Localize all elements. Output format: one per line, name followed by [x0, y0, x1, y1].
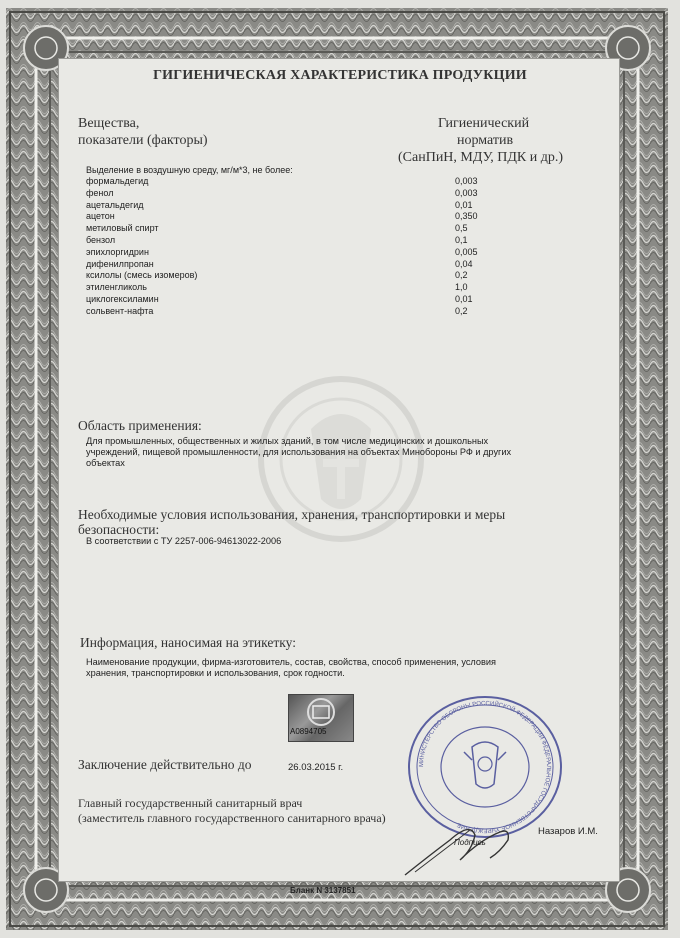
signatory-name: Назаров И.М. — [538, 826, 598, 837]
substance-value: 0,01 — [455, 199, 473, 210]
seal-text: МИНИСТЕРСТВО ОБОРОНЫ РОССИЙСКОЙ ФЕДЕРАЦИИ ФЕДЕРАЛЬНОЕ ГОСУДАРСТВЕННОЕ УЧРЕЖДЕНИЕ — [418, 700, 552, 834]
substance-name: ацетальдегид — [86, 199, 144, 210]
label-info-heading: Информация, наносимая на этикетку: — [80, 635, 296, 650]
substance-name: формальдегид — [86, 176, 149, 186]
emission-heading: Выделение в воздушную среду, мг/м*3, не более: — [86, 165, 293, 175]
header-left-line1: Вещества, — [78, 116, 140, 131]
substance-value: 0,1 — [455, 235, 468, 245]
header-right-line2: норматив — [457, 133, 514, 148]
validity-label: Заключение действительно до — [78, 757, 252, 772]
scope-heading: Область применения: — [78, 418, 202, 433]
substance-value: 0,003 — [455, 176, 478, 186]
substance-name: эпихлоргидрин — [86, 246, 149, 257]
substance-value: 0,04 — [455, 258, 473, 269]
header-right-line3: (СанПиН, МДУ, ПДК и др.) — [398, 150, 563, 165]
substance-name: этиленгликоль — [86, 282, 147, 293]
conditions-heading-2: безопасности: — [78, 522, 160, 537]
substance-value: 1,0 — [455, 282, 468, 293]
substance-name: сольвент-нафта — [86, 305, 154, 316]
blank-number: Бланк N 3137851 — [290, 886, 356, 895]
signatory-line-1: Главный государственный санитарный врач — [78, 796, 303, 810]
label-info-line-2: хранения, транспортировки и использования, срок годности. — [86, 668, 345, 678]
substance-value: 0,5 — [455, 223, 468, 234]
substance-name: ацетон — [86, 211, 115, 222]
hologram-emblem-icon — [289, 695, 353, 729]
signature-caption: Подпись — [454, 838, 486, 847]
substance-name: ксилолы (смесь изомеров) — [86, 270, 198, 281]
substance-name: дифенилпропан — [86, 258, 154, 269]
signatory-line-2: (заместитель главного государственного санитарного врача) — [78, 811, 386, 825]
document-title: ГИГИЕНИЧЕСКАЯ ХАРАКТЕРИСТИКА ПРОДУКЦИИ — [153, 68, 527, 83]
substance-value: 0,350 — [455, 211, 478, 222]
substance-value: 0,2 — [455, 305, 468, 316]
scope-line-1: Для промышленных, общественных и жилых зданий, в том числе медицинских и дошкольных — [86, 436, 489, 446]
header-left-line2: показатели (факторы) — [78, 133, 208, 148]
substance-name: метиловый спирт — [86, 223, 159, 234]
scope-line-2: учреждений, пищевой промышленности, для использования на объектах Минобороны РФ и других — [86, 447, 512, 457]
substance-name: бензол — [86, 235, 116, 245]
validity-date: 26.03.2015 г. — [288, 762, 344, 773]
scope-line-3: объектах — [86, 458, 125, 468]
hologram-number: А0894705 — [290, 727, 327, 736]
label-info-line-1: Наименование продукции, фирма-изготовитель, состав, свойства, способ применения, условия — [86, 657, 496, 667]
substance-value: 0,003 — [455, 187, 478, 198]
conditions-heading-1: Необходимые условия использования, хранения, транспортировки и меры — [78, 507, 506, 522]
substance-value: 0,005 — [455, 246, 478, 257]
substance-value: 0,01 — [455, 294, 473, 304]
substance-name: циклогексиламин — [86, 294, 159, 304]
conditions-text: В соответствии с ТУ 2257-006-94613022-2006 — [86, 536, 282, 546]
substance-value: 0,2 — [455, 270, 468, 281]
watermark-emblem-icon — [251, 359, 431, 559]
header-right-line1: Гигиенический — [438, 116, 530, 131]
substance-name: фенол — [86, 187, 114, 198]
